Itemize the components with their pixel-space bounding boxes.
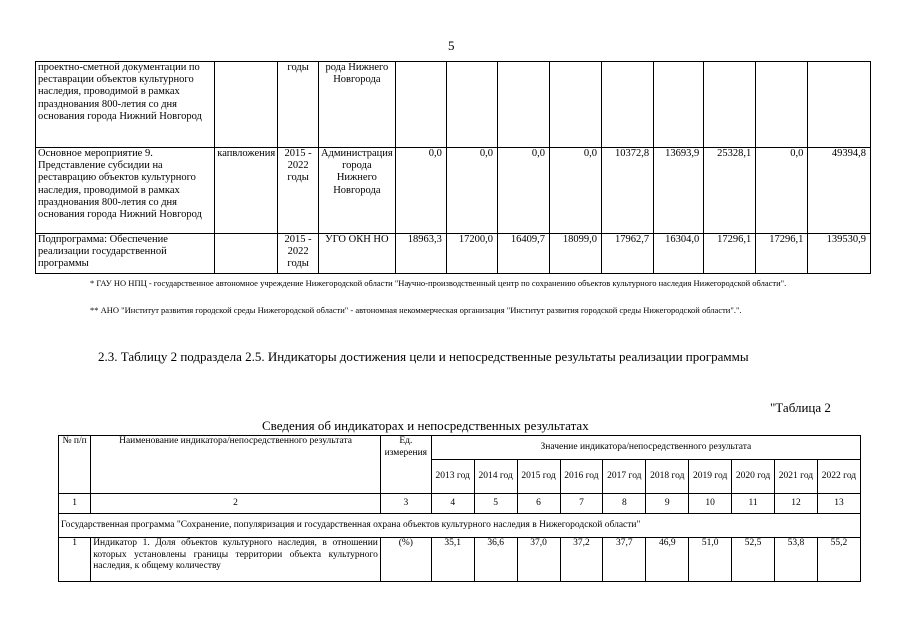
col-no-header: № п/п — [59, 436, 91, 494]
column-number: 13 — [817, 494, 860, 514]
year-header: 2017 год — [603, 460, 646, 494]
footnote-1: * ГАУ НО НПЦ - государственное автономное учреждение Нижегородской области "Научно-производственный центр по сохранению объектов культурного наследия Нижегородской области". — [90, 278, 787, 288]
program-row — [59, 514, 861, 538]
column-number: 4 — [431, 494, 474, 514]
header-row — [59, 436, 861, 460]
indicator-value: 51,0 — [689, 538, 732, 582]
indicator-value: 52,5 — [732, 538, 775, 582]
cell-value: 0,0 — [446, 148, 497, 234]
year-header: 2022 год — [817, 460, 860, 494]
year-header: 2013 год — [431, 460, 474, 494]
indicators-table — [58, 435, 861, 582]
cell-value: 0,0 — [497, 148, 549, 234]
cell-value: 10372,8 — [602, 148, 654, 234]
row-period: 2015 - 2022 годы — [278, 148, 319, 234]
year-header: 2020 год — [732, 460, 775, 494]
indicator-no: 1 — [59, 538, 91, 582]
column-number: 2 — [91, 494, 381, 514]
col-value-group-header: Значение индикатора/непосредственного результата — [431, 436, 860, 460]
row-unit — [215, 234, 278, 274]
cell-value — [446, 62, 497, 148]
cell-value: 18099,0 — [550, 234, 602, 274]
row-period: 2015 - 2022 годы — [278, 234, 319, 274]
row-name: Подпрограмма: Обеспечение реализации государственной программы — [36, 234, 215, 274]
numbering-row — [59, 494, 861, 514]
cell-value: 18963,3 — [395, 234, 446, 274]
cell-value: 0,0 — [395, 148, 446, 234]
indicator-value: 36,6 — [474, 538, 517, 582]
cell-value — [808, 62, 871, 148]
program-title: Государственная программа "Сохранение, популяризация и государственная охрана объектов культурного наследия в Нижегородской области" — [59, 514, 861, 538]
cell-value: 17296,1 — [704, 234, 756, 274]
cell-value: 13693,9 — [654, 148, 704, 234]
column-number: 10 — [689, 494, 732, 514]
col-name-header: Наименование индикатора/непосредственного результата — [91, 436, 381, 494]
row-executor: рода Нижнего Новгорода — [318, 62, 395, 148]
cell-value: 0,0 — [550, 148, 602, 234]
column-number: 5 — [474, 494, 517, 514]
year-header: 2016 год — [560, 460, 603, 494]
footnote-2: ** АНО "Институт развития городской среды Нижегородской области" - автономная некоммерческая организация "Институт развития городской среды Нижегородской области".". — [90, 305, 742, 315]
cell-value — [654, 62, 704, 148]
row-executor: Администрация города Нижнего Новгорода — [318, 148, 395, 234]
column-number: 8 — [603, 494, 646, 514]
row-name: проектно-сметной документации по реставрации объектов культурного наследия, проводимой в рамках празднования 800-летия со дня основания города Нижний Новгород — [36, 62, 215, 148]
indicator-value: 37,0 — [517, 538, 560, 582]
column-number: 1 — [59, 494, 91, 514]
col-unit-header: Ед. измерения — [380, 436, 431, 494]
year-header: 2015 год — [517, 460, 560, 494]
indicator-value: 46,9 — [646, 538, 689, 582]
cell-value: 139530,9 — [808, 234, 871, 274]
indicator-value: 37,2 — [560, 538, 603, 582]
year-header: 2021 год — [775, 460, 818, 494]
indicator-value: 37,7 — [603, 538, 646, 582]
cell-value — [395, 62, 446, 148]
cell-value: 17296,1 — [756, 234, 808, 274]
year-header: 2019 год — [689, 460, 732, 494]
indicator-value: 55,2 — [817, 538, 860, 582]
cell-value: 25328,1 — [704, 148, 756, 234]
year-header: 2014 год — [474, 460, 517, 494]
cell-value — [704, 62, 756, 148]
column-number: 3 — [380, 494, 431, 514]
cell-value: 49394,8 — [808, 148, 871, 234]
budget-table — [35, 61, 871, 274]
indicator-name: Индикатор 1. Доля объектов культурного наследия, в отношении которых установлены границы территории объекта культурного наследия, к общему количеству — [91, 538, 381, 582]
table-label: "Таблица 2 — [770, 400, 831, 415]
indicator-value: 53,8 — [775, 538, 818, 582]
cell-value — [550, 62, 602, 148]
table-row — [36, 148, 871, 234]
row-period: годы — [278, 62, 319, 148]
cell-value: 17200,0 — [446, 234, 497, 274]
cell-value: 16304,0 — [654, 234, 704, 274]
column-number: 7 — [560, 494, 603, 514]
column-number: 11 — [732, 494, 775, 514]
cell-value: 0,0 — [756, 148, 808, 234]
column-number: 6 — [517, 494, 560, 514]
column-number: 9 — [646, 494, 689, 514]
section-heading: 2.3. Таблицу 2 подраздела 2.5. Индикаторы достижения цели и непосредственные результаты реализации программы — [98, 349, 749, 364]
table-title: Сведения об индикаторах и непосредственных результатах — [262, 418, 589, 433]
cell-value: 17962,7 — [602, 234, 654, 274]
row-unit: капвложения — [215, 148, 278, 234]
row-name: Основное мероприятие 9. Представление субсидии на реставрацию объектов культурного наследия, проводимой в рамках празднования 800-летия со дня основания города Нижний Новгород — [36, 148, 215, 234]
cell-value — [756, 62, 808, 148]
column-number: 12 — [775, 494, 818, 514]
row-executor: УГО ОКН НО — [318, 234, 395, 274]
indicator-unit: (%) — [380, 538, 431, 582]
cell-value — [602, 62, 654, 148]
page-number: 5 — [448, 38, 455, 53]
table-row — [36, 234, 871, 274]
table-row — [36, 62, 871, 148]
year-header: 2018 год — [646, 460, 689, 494]
row-unit — [215, 62, 278, 148]
indicator-value: 35,1 — [431, 538, 474, 582]
cell-value: 16409,7 — [497, 234, 549, 274]
cell-value — [497, 62, 549, 148]
table-row — [59, 538, 861, 582]
